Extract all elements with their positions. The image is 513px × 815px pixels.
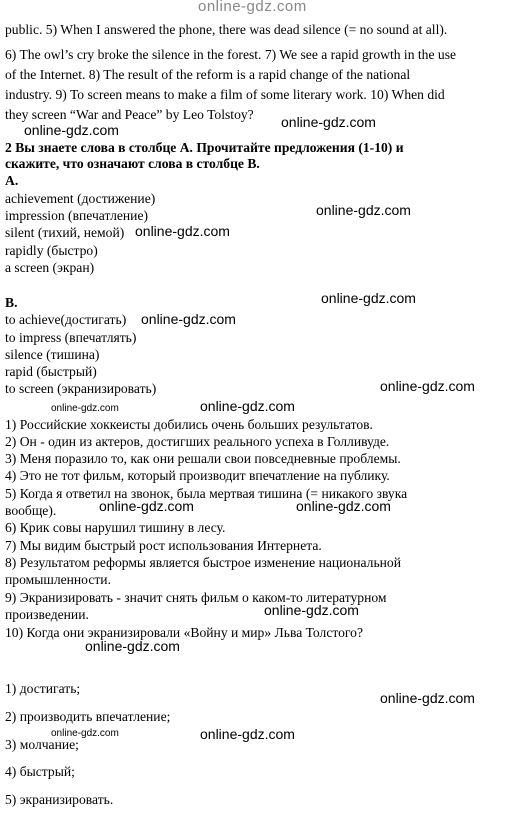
watermark: online-gdz.com — [141, 311, 236, 327]
column-b-item: rapid (быстрый) — [5, 364, 97, 379]
sentence-item: 1) Российские хоккеисты добились очень больших результатов. — [5, 417, 373, 432]
text-line: of the Internet. 8) The result of the reform is a rapid change of the national — [5, 67, 411, 82]
sentence-item: 2) Он - один из актеров, достигших реального успеха в Голливуде. — [5, 434, 390, 449]
sentence-item: 9) Экранизировать - значит снять фильм о каком-то литературном — [5, 590, 387, 605]
column-b-item: to impress (впечатлять) — [5, 330, 137, 345]
watermark: online-gdz.com — [135, 223, 230, 239]
column-a-heading: А. — [5, 173, 19, 188]
text-line: industry. 9) To screen means to make a film of some literary work. 10) When did — [5, 87, 445, 102]
column-a-item: rapidly (быстро) — [5, 243, 98, 258]
sentence-item: 4) Это не тот фильм, который производит впечатление на публику. — [5, 468, 390, 483]
watermark: online-gdz.com — [99, 498, 194, 514]
sentence-item: 6) Крик совы нарушил тишину в лесу. — [5, 520, 226, 535]
sentence-item: 5) Когда я ответил на звонок, была мертвая тишина (= никакого звука — [5, 486, 408, 501]
watermark: online-gdz.com — [264, 602, 359, 618]
sentence-item: 8) Результатом реформы является быстрое изменение национальной — [5, 555, 401, 570]
sentence-item: 3) Меня поразило то, как они решали свои повседневные проблемы. — [5, 451, 401, 466]
watermark-top: online-gdz.com — [198, 0, 307, 15]
watermark: online-gdz.com — [85, 638, 180, 654]
column-b-item: to screen (экранизировать) — [5, 381, 157, 396]
task-heading: скажите, что означают слова в столбце В. — [5, 156, 260, 171]
sentence-item: 10) Когда они экранизировали «Войну и мир» Льва Толстого? — [5, 625, 363, 640]
column-a-item: a screen (экран) — [5, 260, 95, 275]
watermark: online-gdz.com — [281, 114, 376, 130]
watermark: online-gdz.com — [321, 290, 416, 306]
task-heading: 2 Вы знаете слова в столбце А. Прочитайте предложения (1-10) и — [5, 140, 404, 155]
watermark: online-gdz.com — [380, 690, 475, 706]
watermark: online-gdz.com — [51, 728, 119, 739]
watermark: online-gdz.com — [200, 726, 295, 742]
watermark: online-gdz.com — [51, 403, 119, 414]
answer-item: 4) быстрый; — [5, 764, 75, 779]
watermark: online-gdz.com — [24, 122, 119, 138]
column-a-item: achievement (достижение) — [5, 191, 156, 206]
answer-item: 5) экранизировать. — [5, 792, 114, 807]
answer-item: 3) молчание; — [5, 737, 79, 752]
sentence-item: промышленности. — [5, 572, 111, 587]
text-line: they screen “War and Peace” by Leo Tolstoy? — [5, 107, 254, 122]
sentence-item: произведении. — [5, 607, 89, 622]
watermark: online-gdz.com — [316, 202, 411, 218]
column-b-item: to achieve(достигать) — [5, 312, 127, 327]
text-line: 6) The owl’s cry broke the silence in the forest. 7) We see a rapid growth in the use — [5, 47, 457, 62]
text-line: public. 5) When I answered the phone, there was dead silence (= no sound at all). — [5, 22, 448, 37]
column-b-heading: В. — [5, 295, 18, 310]
watermark: online-gdz.com — [296, 498, 391, 514]
answer-item: 1) достигать; — [5, 681, 81, 696]
column-a-item: impression (впечатление) — [5, 208, 149, 223]
answer-item: 2) производить впечатление; — [5, 709, 171, 724]
column-a-item: silent (тихий, немой) — [5, 225, 125, 240]
watermark: online-gdz.com — [200, 398, 295, 414]
column-b-item: silence (тишина) — [5, 347, 100, 362]
sentence-item: 7) Мы видим быстрый рост использования Интернета. — [5, 538, 322, 553]
sentence-item: вообще). — [5, 503, 57, 518]
watermark: online-gdz.com — [380, 378, 475, 394]
